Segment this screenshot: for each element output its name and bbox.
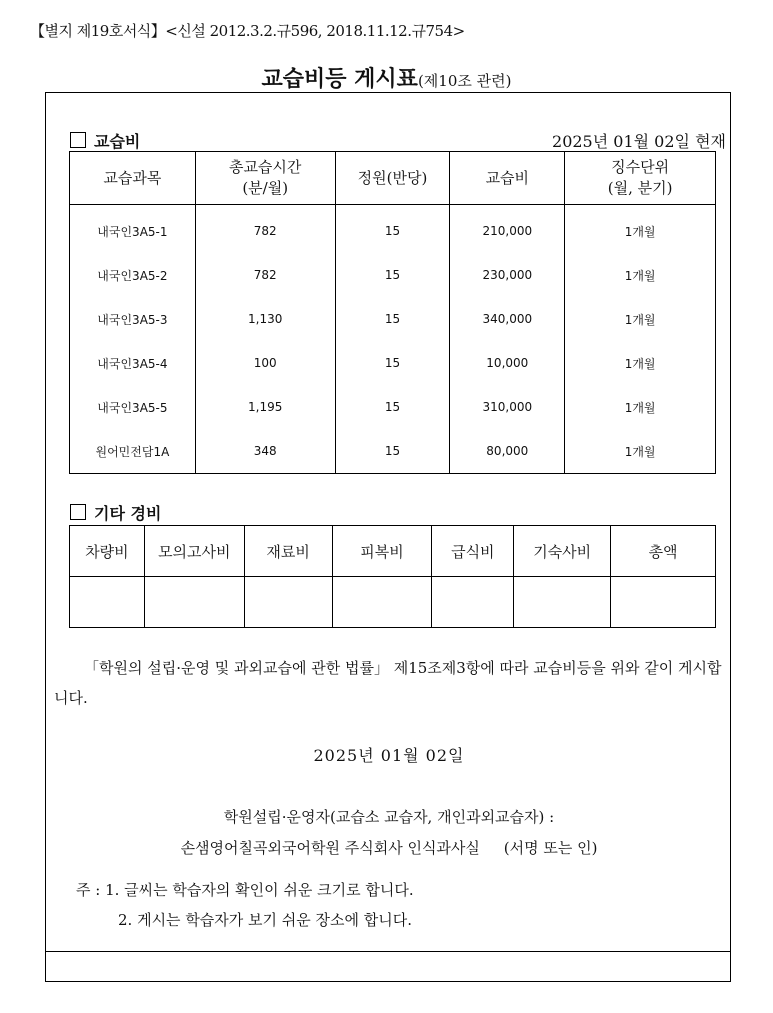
posting-date: 2025년 01월 02일 [313, 746, 465, 765]
header-fee: 교습비 [450, 152, 565, 205]
form-header: 【별지 제19호서식】<신설 2012.3.2.규596, 2018.11.12.규754> [30, 22, 465, 40]
cell-subject: 내국인3A5-1 [70, 205, 196, 254]
bottom-divider [46, 951, 730, 952]
header-total-hours: 총교습시간 (분/월) [195, 152, 335, 205]
cell-hours: 348 [195, 429, 335, 474]
cell-capacity: 15 [335, 429, 450, 474]
cell-unit: 1개월 [565, 297, 716, 341]
as-of-date: 2025년 01월 02일 현재 [552, 132, 726, 151]
cell-hours: 1,130 [195, 297, 335, 341]
header-meals: 급식비 [432, 526, 514, 577]
cell-hours: 782 [195, 253, 335, 297]
cell-vehicle [70, 577, 145, 628]
header-dormitory: 기숙사비 [514, 526, 611, 577]
cell-fee: 10,000 [450, 341, 565, 385]
table-row [70, 385, 716, 429]
table-row [70, 297, 716, 341]
other-expenses-table [69, 525, 716, 628]
table-row [70, 429, 716, 474]
operator-label: 학원설립·운영자(교습소 교습자, 개인과외교습자) : [223, 808, 555, 826]
legal-notice: 「학원의 설립·운영 및 과외교습에 관한 법률」 제15조제3항에 따라 교습비등을 위와 같이 게시합니다. [54, 659, 722, 707]
other-expenses-label: 기타 경비 [94, 504, 162, 523]
cell-fee: 210,000 [450, 205, 565, 254]
cell-subject: 내국인3A5-3 [70, 297, 196, 341]
document-title [0, 62, 773, 93]
header-total: 총액 [611, 526, 716, 577]
cell-fee: 230,000 [450, 253, 565, 297]
cell-subject: 내국인3A5-5 [70, 385, 196, 429]
cell-dormitory [514, 577, 611, 628]
cell-capacity: 15 [335, 297, 450, 341]
cell-unit: 1개월 [565, 205, 716, 254]
cell-hours: 1,195 [195, 385, 335, 429]
square-bullet-icon [70, 132, 86, 148]
note-2: 2. 게시는 학습자가 보기 쉬운 장소에 합니다. [118, 911, 413, 929]
note-1: 주 : 1. 글씨는 학습자의 확인이 쉬운 크기로 합니다. [76, 881, 414, 899]
operator-name: 손샘영어칠곡외국어학원 주식회사 인식과사실 (서명 또는 인) [180, 839, 598, 857]
cell-fee: 340,000 [450, 297, 565, 341]
cell-subject: 내국인3A5-2 [70, 253, 196, 297]
cell-subject: 내국인3A5-4 [70, 341, 196, 385]
other-expenses-value-row [70, 577, 716, 628]
title-sub: (제10조 관련) [417, 72, 512, 90]
cell-hours: 782 [195, 205, 335, 254]
tuition-section-heading [70, 129, 140, 152]
table-row [70, 205, 716, 254]
table-row [70, 253, 716, 297]
cell-capacity: 15 [335, 385, 450, 429]
square-bullet-icon [70, 504, 86, 520]
header-billing-unit: 징수단위 (월, 분기) [565, 152, 716, 205]
cell-unit: 1개월 [565, 385, 716, 429]
cell-total [611, 577, 716, 628]
header-capacity: 정원(반당) [335, 152, 450, 205]
cell-capacity: 15 [335, 341, 450, 385]
title-main: 교습비등 게시표 [261, 67, 418, 92]
cell-hours: 100 [195, 341, 335, 385]
tuition-table [69, 151, 716, 474]
cell-unit: 1개월 [565, 341, 716, 385]
cell-fee: 80,000 [450, 429, 565, 474]
cell-meals [432, 577, 514, 628]
cell-mock-exam [144, 577, 244, 628]
header-clothing: 피복비 [332, 526, 432, 577]
cell-materials [244, 577, 332, 628]
other-expenses-heading [70, 501, 161, 524]
header-subject: 교습과목 [70, 152, 196, 205]
cell-subject: 원어민전담1A [70, 429, 196, 474]
other-expenses-header-row [70, 526, 716, 577]
cell-unit: 1개월 [565, 253, 716, 297]
cell-unit: 1개월 [565, 429, 716, 474]
cell-clothing [332, 577, 432, 628]
tuition-header-row [70, 152, 716, 205]
notice-board-frame [45, 92, 731, 982]
header-vehicle: 차량비 [70, 526, 145, 577]
header-materials: 재료비 [244, 526, 332, 577]
cell-capacity: 15 [335, 253, 450, 297]
header-mock-exam: 모의고사비 [144, 526, 244, 577]
tuition-section-label: 교습비 [94, 132, 141, 151]
table-row [70, 341, 716, 385]
cell-fee: 310,000 [450, 385, 565, 429]
cell-capacity: 15 [335, 205, 450, 254]
